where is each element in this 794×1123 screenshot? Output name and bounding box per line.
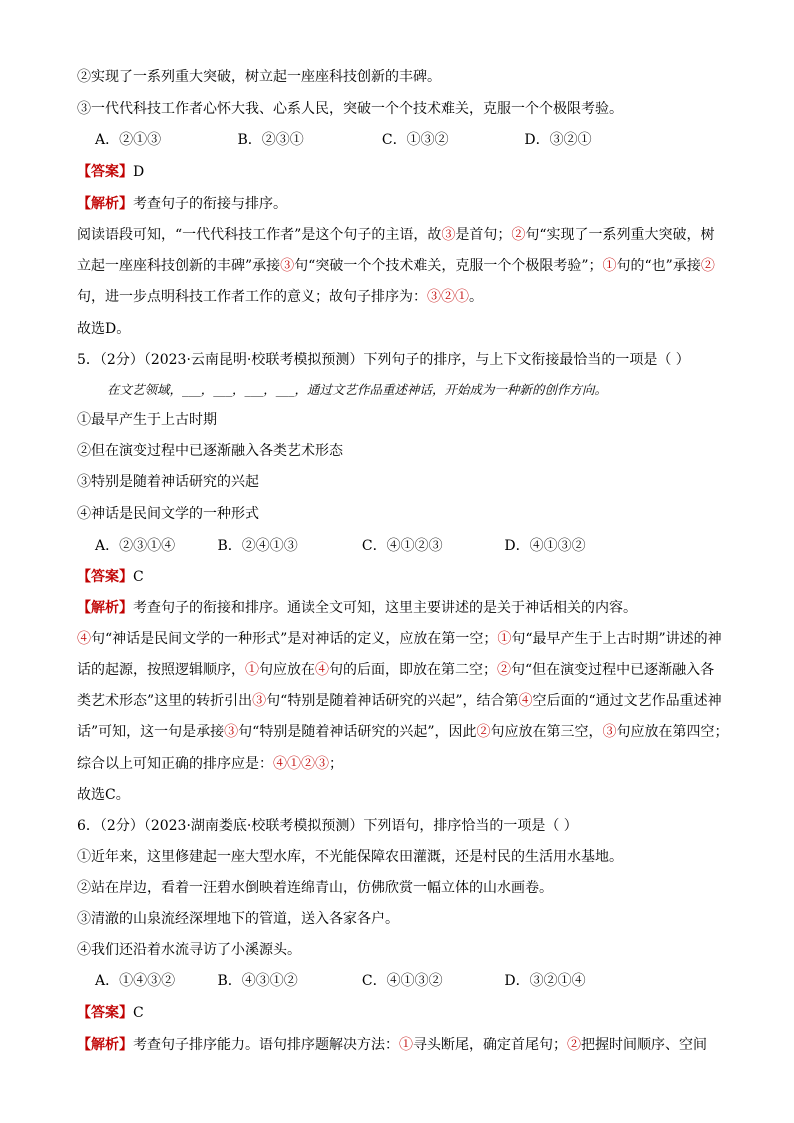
q6-sentence-4: ④我们还沿着水流寻访了小溪源头。	[77, 942, 301, 958]
q4-explanation-line: 立起一座座科技创新的丰碑”承接③句“突破一个个技术难关，克服一个个极限考验”；①句的“也”承接②	[77, 258, 715, 274]
choice-a: A．①④③②	[95, 973, 176, 989]
q5-conclusion: 故选C。	[77, 787, 130, 803]
option-sentence-3: ③一代代科技工作者心怀大我、心系人民，突破一个个技术难关，克服一个个极限考验。	[77, 101, 623, 117]
q6-explanation-head	[77, 1036, 707, 1054]
question-6-stem: 6．（2分）（2023·湖南娄底·校联考模拟预测）下列语句，排序恰当的一项是（ ）	[77, 818, 578, 834]
explanation-text: 考查句子的衔接与排序。	[133, 196, 287, 212]
q6-sentence-3: ③清澈的山泉流经深埋地下的管道，送入各家各户。	[77, 911, 399, 927]
answer-value: C	[133, 569, 144, 585]
choice-d: D．④①③②	[504, 538, 586, 554]
q4-answer	[77, 163, 144, 181]
q4-explanation-head	[77, 195, 287, 213]
q4-conclusion: 故选D。	[77, 321, 131, 337]
q6-sentence-1: ①近年来，这里修建起一座大型水库，不光能保障农田灌溉，还是村民的生活用水基地。	[77, 849, 623, 865]
q5-answer	[77, 568, 144, 586]
q4-explanation-line: 句，进一步点明科技工作者工作的意义；故句子排序为：③②①。	[77, 289, 483, 305]
q5-sentence-2: ②但在演变过程中已逐渐融入各类艺术形态	[77, 443, 343, 459]
choice-c: C．④①③②	[361, 973, 443, 989]
explanation-text: 考查句子的衔接和排序。通读全文可知，这里主要讲述的是关于神话相关的内容。	[133, 600, 637, 616]
choice-a: A．②③①④	[95, 538, 176, 554]
q5-explanation-head	[77, 599, 637, 617]
choice-c: C．④①②③	[361, 538, 443, 554]
answer-tag: 【答案】	[77, 164, 133, 180]
q4-explanation-line: 阅读语段可知，“一代代科技工作者”是这个句子的主语，故③是首句；②句“实现了一系列重大突破，树	[77, 227, 715, 243]
answer-tag: 【答案】	[77, 1005, 133, 1021]
option-sentence-2: ②实现了一系列重大突破，树立起一座座科技创新的丰碑。	[77, 69, 441, 85]
answer-value: D	[133, 164, 145, 180]
explanation-tag: 【解析】	[77, 600, 133, 616]
q4-choices	[95, 131, 592, 149]
choice-b: B．②③①	[237, 132, 304, 148]
q5-sentence-1: ①最早产生于上古时期	[77, 412, 217, 428]
explanation-tag: 【解析】	[77, 196, 133, 212]
choice-d: D．③②①	[524, 132, 592, 148]
choice-a: A．②①③	[95, 132, 162, 148]
choice-b: B．②④①③	[217, 538, 298, 554]
explanation-tag: 【解析】	[77, 1037, 133, 1053]
answer-tag: 【答案】	[77, 569, 133, 585]
choice-d: D．③②①④	[504, 973, 586, 989]
q5-explanation-line: 类艺术形态”这里的转折引出③句“特别是随着神话研究的兴起”，结合第④空后面的“通过文艺作品重述神	[77, 693, 722, 709]
question-5-passage: 在文艺领域，___，___，___，___，通过文艺作品重述神话，开始成为一种新的创作方向。	[107, 382, 608, 397]
explanation-text: 考查句子排序能力。语句排序题解决方法：①寻头断尾，确定首尾句；②把握时间顺序、空间	[133, 1037, 707, 1053]
question-5-stem: 5．（2分）（2023·云南昆明·校联考模拟预测）下列句子的排序，与上下文衔接最恰当的一项是（ ）	[77, 352, 690, 368]
q6-answer	[77, 1004, 144, 1022]
answer-value: C	[133, 1005, 144, 1021]
q5-explanation-line: 话的起源，按照逻辑顺序，①句应放在④句的后面，即放在第二空；②句“但在演变过程中已逐渐融入各	[77, 662, 715, 678]
q6-sentence-2: ②站在岸边，看着一汪碧水倒映着连绵青山，仿佛欣赏一幅立体的山水画卷。	[77, 880, 553, 896]
q5-explanation-line: 综合以上可知正确的排序应是：④①②③；	[77, 756, 343, 772]
q5-sentence-3: ③特别是随着神话研究的兴起	[77, 474, 259, 490]
q5-choices	[95, 537, 586, 555]
q6-choices	[95, 972, 586, 990]
q5-explanation-line: 话”可知，这一句是承接③句“特别是随着神话研究的兴起”，因此②句应放在第三空，③句应放在第四空；	[77, 724, 729, 740]
choice-b: B．④③①②	[217, 973, 298, 989]
q5-explanation-line: ④句“神话是民间文学的一种形式”是对神话的定义，应放在第一空；①句“最早产生于上古时期”讲述的神	[77, 631, 722, 647]
choice-c: C．①③②	[381, 132, 449, 148]
q5-sentence-4: ④神话是民间文学的一种形式	[77, 506, 259, 522]
